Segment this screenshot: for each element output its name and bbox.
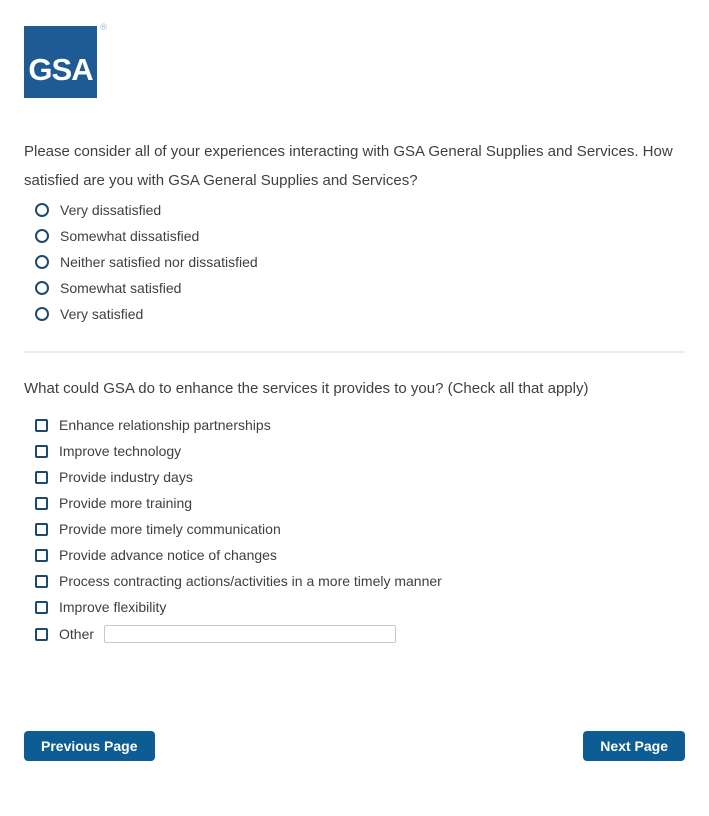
checkbox-icon[interactable] xyxy=(35,601,48,614)
gsa-logo xyxy=(24,22,107,98)
radio-option-label: Very satisfied xyxy=(60,306,144,322)
enhance-options xyxy=(24,416,685,644)
registered-trademark-icon: ® xyxy=(100,22,107,32)
radio-option-label: Neither satisfied nor dissatisfied xyxy=(60,254,258,270)
satisfaction-options xyxy=(24,201,685,323)
checkbox-icon[interactable] xyxy=(35,523,48,536)
checkbox-option-provide-more-training[interactable] xyxy=(35,494,685,512)
radio-option-very-satisfied[interactable] xyxy=(35,305,685,323)
checkbox-icon[interactable] xyxy=(35,628,48,641)
radio-option-label: Somewhat satisfied xyxy=(60,280,182,296)
checkbox-option-provide-more-timely-communication[interactable] xyxy=(35,520,685,538)
radio-option-neither[interactable] xyxy=(35,253,685,271)
checkbox-option-label: Improve flexibility xyxy=(59,599,167,615)
radio-button-icon[interactable] xyxy=(35,281,49,295)
checkbox-option-label: Provide advance notice of changes xyxy=(59,547,277,563)
checkbox-option-label: Enhance relationship partnerships xyxy=(59,417,271,433)
checkbox-option-other[interactable] xyxy=(35,624,685,644)
radio-option-somewhat-dissatisfied[interactable] xyxy=(35,227,685,245)
checkbox-option-label: Other xyxy=(59,626,95,642)
question-enhance-text: What could GSA do to enhance the services it provides to you? (Check all that apply) xyxy=(24,380,589,397)
checkbox-icon[interactable] xyxy=(35,471,48,484)
checkbox-option-improve-flexibility[interactable] xyxy=(35,598,685,616)
radio-option-label: Somewhat dissatisfied xyxy=(60,228,200,244)
checkbox-icon[interactable] xyxy=(35,419,48,432)
checkbox-option-label: Provide more training xyxy=(59,495,193,511)
next-page-button[interactable]: Next Page xyxy=(583,731,685,761)
checkbox-icon[interactable] xyxy=(35,549,48,562)
radio-button-icon[interactable] xyxy=(35,255,49,269)
radio-button-icon[interactable] xyxy=(35,203,49,217)
checkbox-option-process-contracting-actions-timely[interactable] xyxy=(35,572,685,590)
page-navigation xyxy=(24,731,685,761)
checkbox-option-label: Improve technology xyxy=(59,443,182,459)
checkbox-icon[interactable] xyxy=(35,575,48,588)
other-text-input[interactable] xyxy=(104,625,396,643)
question-satisfaction xyxy=(24,137,685,323)
checkbox-option-provide-industry-days[interactable] xyxy=(35,468,685,486)
radio-button-icon[interactable] xyxy=(35,307,49,321)
radio-option-very-dissatisfied[interactable] xyxy=(35,201,685,219)
previous-page-button[interactable]: Previous Page xyxy=(24,731,155,761)
question-enhance xyxy=(24,374,685,644)
checkbox-option-enhance-relationship-partnerships[interactable] xyxy=(35,416,685,434)
radio-button-icon[interactable] xyxy=(35,229,49,243)
question-satisfaction-text: Please consider all of your experiences interacting with GSA General Supplies and Services. How satisfied are you with GSA General Supplies and Services? xyxy=(24,143,673,189)
section-divider xyxy=(24,351,685,353)
checkbox-option-label: Provide more timely communication xyxy=(59,521,281,537)
checkbox-option-provide-advance-notice-of-changes[interactable] xyxy=(35,546,685,564)
checkbox-option-label: Provide industry days xyxy=(59,469,193,485)
gsa-logo-text: GSA xyxy=(28,52,93,87)
checkbox-option-label: Process contracting actions/activities in a more timely manner xyxy=(59,573,442,589)
gsa-logo-square xyxy=(24,26,97,98)
checkbox-icon[interactable] xyxy=(35,497,48,510)
radio-option-label: Very dissatisfied xyxy=(60,202,162,218)
radio-option-somewhat-satisfied[interactable] xyxy=(35,279,685,297)
checkbox-icon[interactable] xyxy=(35,445,48,458)
checkbox-option-improve-technology[interactable] xyxy=(35,442,685,460)
